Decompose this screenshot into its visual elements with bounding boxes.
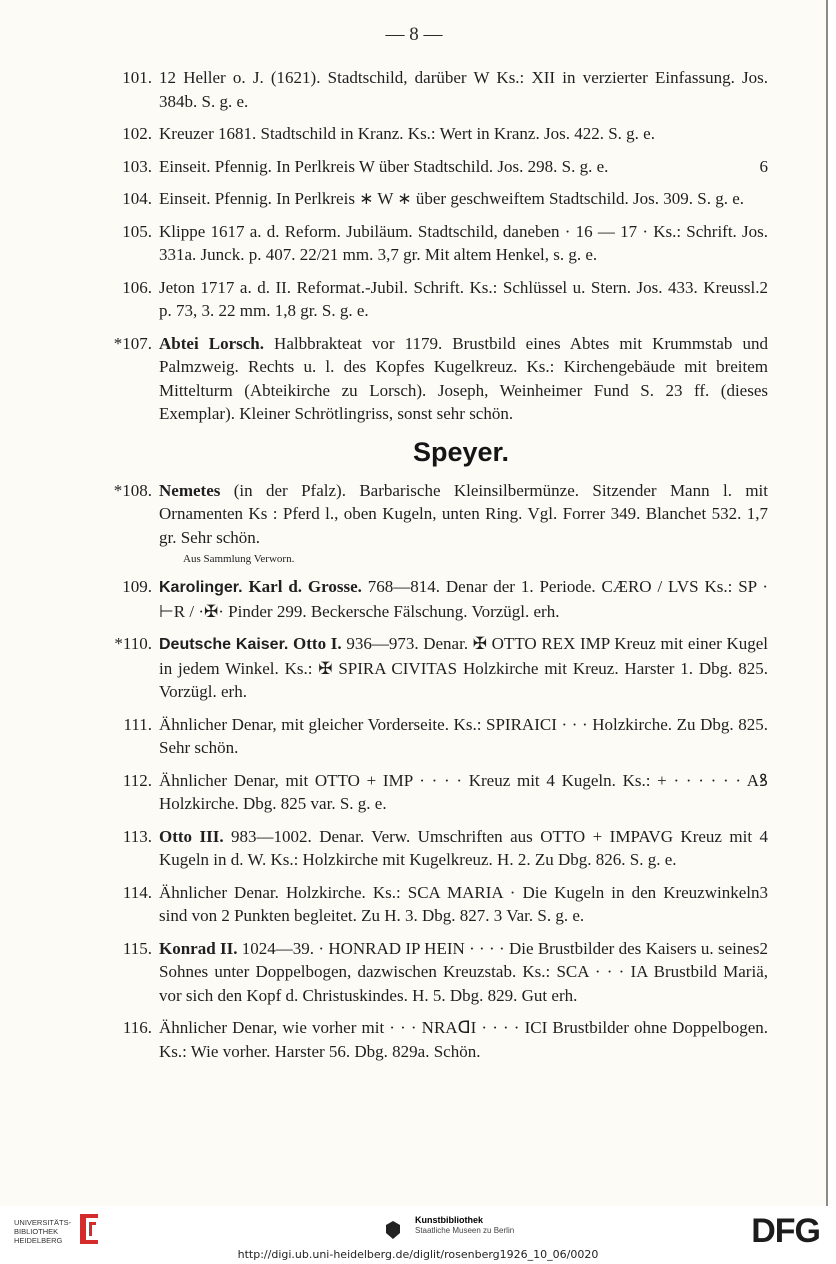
- entry-heading: Karolinger.: [159, 579, 243, 596]
- catalog-entry: [84, 881, 768, 928]
- entry-number: 111.: [123, 714, 152, 734]
- entry-text: 12 Heller o. J. (1621). Stadtschild, darüber W Ks.: XII in verzierter Einfassung. Jos. 384b. S. g. e.: [159, 68, 768, 111]
- catalog-entries: [84, 66, 768, 1072]
- source-url[interactable]: http://digi.ub.uni-heidelberg.de/diglit/rosenberg1926_10_06/0020: [237, 1248, 599, 1261]
- entry-heading: Konrad II.: [159, 938, 238, 958]
- catalog-entry: [84, 713, 768, 760]
- entry-text: Ähnlicher Denar, mit OTTO + IMP · · · · Kreuz mit 4 Kugeln. Ks.: + · · · · · · Aꝸ Holzkirche. Dbg. 825 var. S. g. e.: [159, 770, 768, 813]
- entry-number: 106.: [122, 277, 152, 297]
- entry-heading: Nemetes: [159, 480, 221, 500]
- entry-number: 115.: [122, 938, 152, 958]
- entry-text: Halbbrakteat vor 1179. Brustbild eines Abtes mit Krummstab und Palmzweig. Rechts u. l. des Kopfes Kugelkreuz. Ks.: Kirchengebäude mit breitem Mittelturm (Abteikirche zu Lorsch). Joseph, Weinheimer Fund S. 23 ff. (dieses Exemplar). Kleiner Schrötlingriss, sonst sehr schön.: [159, 333, 768, 423]
- dfg-logo[interactable]: DFG: [751, 1212, 820, 1250]
- entry-text: Ähnlicher Denar, wie vorher mit · · · NRAᗡI · · · · ICI Brustbilder ohne Doppelbogen. Ks.: Wie vorher. Harster 56. Dbg. 829a. Schön.: [159, 1018, 768, 1061]
- catalog-entry: [84, 632, 768, 704]
- entry-number: *110.: [114, 634, 152, 653]
- entry-number: 113.: [122, 826, 152, 846]
- entry-note: Aus Sammlung Verworn.: [183, 553, 295, 565]
- entry-number: 101.: [122, 68, 152, 87]
- catalog-entry: [84, 937, 768, 1008]
- catalog-entry: [84, 187, 768, 211]
- university-library-text: UNIVERSITÄTS- BIBLIOTHEK HEIDELBERG: [14, 1218, 72, 1245]
- entry-text: 983—1002. Denar. Verw. Umschriften aus OTTO + IMPAVG Kreuz mit 4 Kugeln in d. W. Ks.: Holzkirche mit Kugelkreuz. H. 2. Zu Dbg. 826. S. g. e.: [159, 826, 769, 869]
- entry-heading: Otto III.: [159, 826, 224, 846]
- entry-heading: Abtei Lorsch.: [159, 333, 264, 353]
- entry-subheading: Otto I.: [293, 634, 342, 653]
- entry-count: 2: [759, 277, 768, 297]
- catalog-entry: [84, 1016, 768, 1063]
- entry-number: 114.: [122, 882, 152, 902]
- entry-text: Ähnlicher Denar, mit gleicher Vorderseite. Ks.: SPIRAICI · · · Holzkirche. Zu Dbg. 825. Sehr schön.: [159, 714, 768, 757]
- university-library-logo[interactable]: [14, 1218, 71, 1245]
- entry-number: 112.: [122, 770, 152, 790]
- catalog-entry: [84, 479, 768, 567]
- entry-text: Ähnlicher Denar. Holzkirche. Ks.: SCA MARIA · Die Kugeln in den Kreuzwinkeln sind von 2 Punkten begleitet. Zu H. 3. Dbg. 827. 3 Var. S. g. e.: [159, 882, 760, 925]
- entry-number: *107.: [113, 333, 152, 353]
- section-heading: Speyer.: [412, 436, 510, 467]
- university-library-mark-icon: [78, 1212, 100, 1246]
- kunstbibliothek-subtitle: Staatliche Museen zu Berlin: [415, 1226, 515, 1235]
- entry-text: Kreuzer 1681. Stadtschild in Kranz. Ks.: Wert in Kranz. Jos. 422. S. g. e.: [159, 124, 655, 143]
- entry-number: *108.: [113, 480, 152, 500]
- entry-number: 116.: [122, 1018, 152, 1037]
- entry-text: Einseit. Pfennig. In Perlkreis ∗ W ∗ über geschweiftem Stadtschild. Jos. 309. S. g. e.: [159, 189, 745, 208]
- catalog-entry: [84, 575, 768, 623]
- entry-number: 105.: [122, 221, 152, 241]
- entry-text: Einseit. Pfennig. In Perlkreis W über Stadtschild. Jos. 298. S. g. e.: [159, 156, 609, 176]
- catalog-entry: [84, 66, 768, 113]
- entry-subheading: Karl d. Grosse.: [248, 577, 362, 596]
- catalog-entry: [84, 332, 768, 426]
- entry-text: Jeton 1717 a. d. II. Reformat.-Jubil. Schrift. Ks.: Schlüssel u. Stern. Jos. 433. Kreussl. p. 73, 3. 22 mm. 1,8 gr. S. g. e.: [159, 277, 760, 320]
- entry-number: 104.: [122, 189, 152, 208]
- kunstbibliothek-title: Kunstbibliothek: [415, 1215, 483, 1225]
- page-number: — 8 —: [385, 24, 443, 45]
- entry-text: (in der Pfalz). Barbarische Kleinsilbermünze. Sitzender Mann l. mit Ornamenten Ks : Pferd l., oben Kugeln, unten Ring. Vgl. Forrer 349. Blanchet 532. 1,7 gr. Sehr schön.: [159, 480, 769, 547]
- footer-bar: [0, 1208, 836, 1264]
- catalog-entry: [84, 220, 768, 267]
- entry-count: 6: [759, 156, 768, 176]
- catalog-entry: [84, 769, 768, 816]
- entry-text: 1024—39. · HONRAD IP HEIN · · · · Die Brustbilder des Kaisers u. seines Sohnes unter Doppelbogen, dazwischen Kreuzstab. Ks.: SCA · · · IA Brustbild Mariä, vor sich den Kopf d. Christuskindes. H. 5. Dbg. 829. Gut erh.: [159, 938, 768, 1005]
- kunstbibliothek-logo-icon: [384, 1219, 402, 1241]
- entry-text: 768—814. Denar der 1. Periode. CÆRO / LVS Ks.: SP · ⊢R / ·✠· Pinder 299. Beckersche Fälschung. Vorzügl. erh.: [159, 577, 769, 621]
- entry-count: 2: [759, 938, 768, 958]
- entry-text: 936—973. Denar. ✠ OTTO REX IMP Kreuz mit einer Kugel in jedem Winkel. Ks.: ✠ SPIRA CIVITAS Holzkirche mit Kreuz. Harster 1. Dbg. 825. Vorzügl. erh.: [159, 634, 769, 701]
- catalog-entry: [84, 122, 768, 146]
- entry-text: Klippe 1617 a. d. Reform. Jubiläum. Stadtschild, daneben · 16 — 17 · Ks.: Schrift. Jos. 331a. Junck. p. 407. 22/21 mm. 3,7 gr. Mit altem Henkel, s. g. e.: [159, 221, 768, 264]
- entry-number: 103.: [122, 156, 152, 176]
- catalog-entry: [84, 155, 768, 179]
- entry-count: 3: [759, 882, 768, 902]
- entry-number: 102.: [122, 124, 152, 143]
- entry-heading: Deutsche Kaiser.: [159, 636, 289, 653]
- catalog-entry: [84, 825, 768, 872]
- catalog-entry: [84, 276, 768, 323]
- entry-number: 109.: [122, 577, 152, 596]
